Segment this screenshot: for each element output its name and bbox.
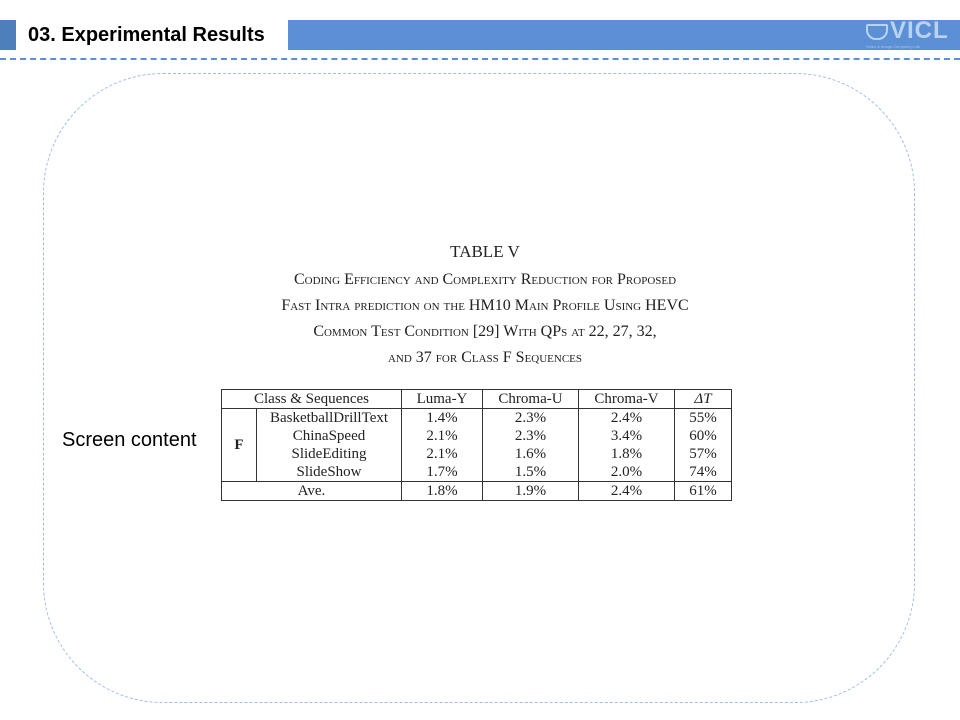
class-group-cell: F xyxy=(222,409,257,482)
table-row xyxy=(222,409,732,428)
delta-t-value: 55% xyxy=(675,409,732,428)
logo-text: VICL xyxy=(890,17,949,44)
header-luma-y: Luma-Y xyxy=(402,390,483,409)
chroma-v-value: 3.4% xyxy=(579,427,675,445)
header-class-sequences: Class & Sequences xyxy=(222,390,402,409)
chroma-u-value: 2.3% xyxy=(483,427,579,445)
table-caption-line-4: and 37 for Class F Sequences xyxy=(387,349,583,366)
table-average-row xyxy=(222,482,732,501)
chroma-u-value: 1.6% xyxy=(483,445,579,463)
header-divider xyxy=(0,58,960,60)
sequence-name: ChinaSpeed xyxy=(257,427,402,445)
header-chroma-u: Chroma-U xyxy=(483,390,579,409)
table-caption-line-2: Fast Intra prediction on the HM10 Main Profile Using HEVC xyxy=(281,297,689,314)
logo-tagline: Video & Image Computing Lab xyxy=(866,44,921,49)
average-label: Ave. xyxy=(222,482,402,501)
header-bar xyxy=(288,20,960,50)
average-chroma-u: 1.9% xyxy=(483,482,579,501)
chroma-v-value: 1.8% xyxy=(579,445,675,463)
table-row xyxy=(222,445,732,463)
screen-content-label: Screen content xyxy=(62,429,197,451)
header-chroma-v: Chroma-V xyxy=(579,390,675,409)
sequence-name: SlideShow xyxy=(257,463,402,482)
chroma-u-value: 2.3% xyxy=(483,409,579,428)
table-caption-title: TABLE V xyxy=(450,242,520,261)
average-chroma-v: 2.4% xyxy=(579,482,675,501)
luma-value: 1.7% xyxy=(402,463,483,482)
table-row xyxy=(222,463,732,482)
sequence-name: BasketballDrillText xyxy=(257,409,402,428)
luma-value: 2.1% xyxy=(402,427,483,445)
table-caption-line-3: Common Test Condition [29] With QPs at 22, 27, 32, xyxy=(313,323,657,340)
delta-t-value: 74% xyxy=(675,463,732,482)
slide-title: 03. Experimental Results xyxy=(18,20,286,50)
content-frame xyxy=(43,73,915,703)
table-row xyxy=(222,427,732,445)
table-caption-line-1: Coding Efficiency and Complexity Reduction for Proposed xyxy=(293,271,677,288)
logo-shield-icon xyxy=(866,24,888,40)
vicl-logo xyxy=(866,16,954,50)
average-luma: 1.8% xyxy=(402,482,483,501)
chroma-v-value: 2.4% xyxy=(579,409,675,428)
chroma-v-value: 2.0% xyxy=(579,463,675,482)
header-accent xyxy=(0,20,16,50)
delta-t-value: 57% xyxy=(675,445,732,463)
average-delta-t: 61% xyxy=(675,482,732,501)
delta-t-value: 60% xyxy=(675,427,732,445)
table-header-row xyxy=(222,390,732,409)
chroma-u-value: 1.5% xyxy=(483,463,579,482)
luma-value: 2.1% xyxy=(402,445,483,463)
header-delta-t: ΔT xyxy=(675,390,732,409)
sequence-name: SlideEditing xyxy=(257,445,402,463)
luma-value: 1.4% xyxy=(402,409,483,428)
results-table xyxy=(221,389,732,501)
